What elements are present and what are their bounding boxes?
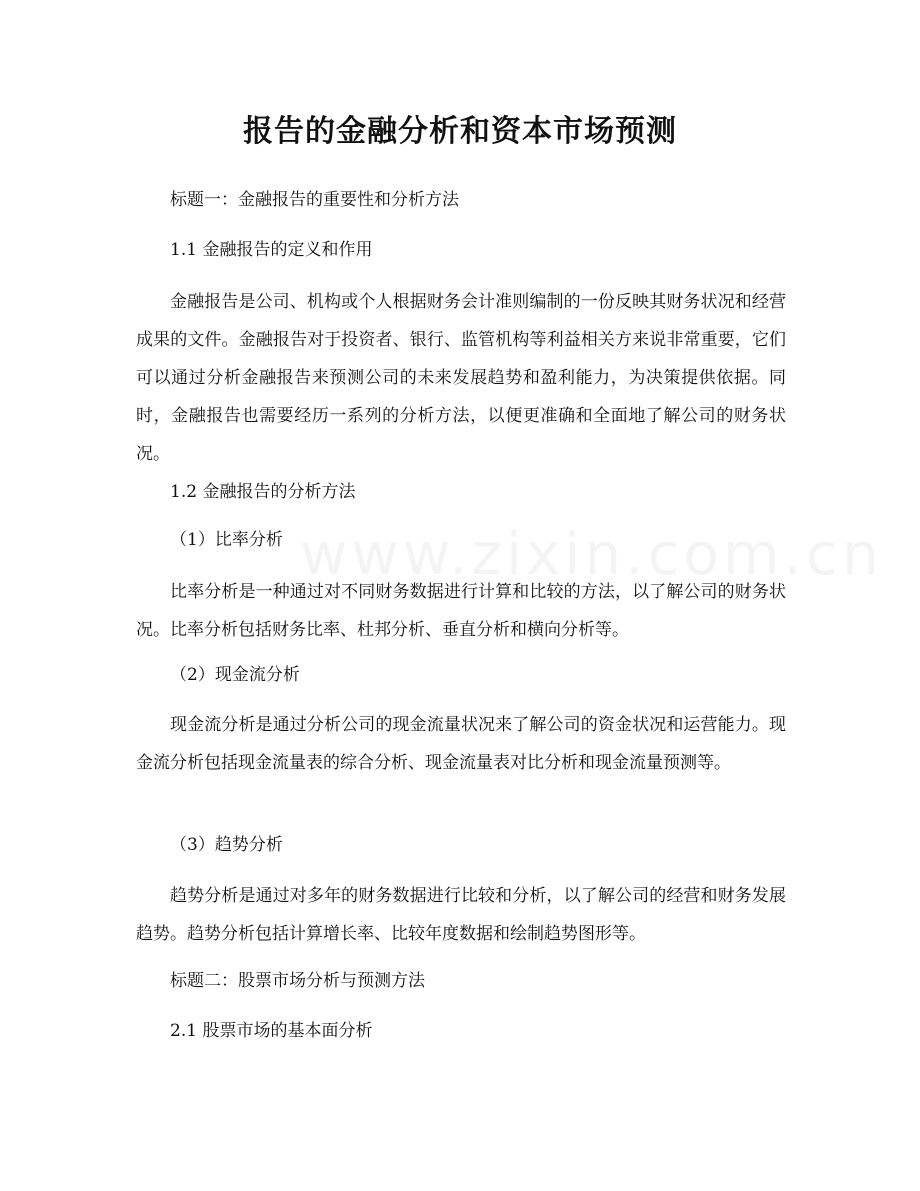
paragraph-trend-analysis: 趋势分析是通过对多年的财务数据进行比较和分析，以了解公司的经营和财务发展趋势。趋势分析包括计算增长率、比较年度数据和绘制趋势图形等。 bbox=[136, 886, 786, 944]
paragraph-cash-flow-analysis: 现金流分析是通过分析公司的现金流量状况来了解公司的资金状况和运营能力。现金流分析包括现金流量表的综合分析、现金流量表对比分析和现金流量预测等。 bbox=[136, 715, 786, 773]
section-heading-1: 标题一：金融报告的重要性和分析方法 bbox=[170, 190, 459, 210]
paragraph-1-1: 金融报告是公司、机构或个人根据财务会计准则编制的一份反映其财务状况和经营成果的文件。金融报告对于投资者、银行、监管机构等利益相关方来说非常重要，它们可以通过分析金融报告来预测公司的未来发展趋势和盈利能力，为决策提供依据。同时，金融报告也需要经历一系列的分析方法，以便更准确和全面地了解公司的财务状况。 bbox=[136, 292, 786, 464]
subsection-2-1: 2.1 股票市场的基本面分析 bbox=[170, 1021, 373, 1041]
subsection-1-2: 1.2 金融报告的分析方法 bbox=[170, 482, 356, 502]
list-item-ratio-analysis: （1）比率分析 bbox=[170, 530, 283, 550]
document-title: 报告的金融分析和资本市场预测 bbox=[243, 114, 677, 149]
list-item-trend-analysis: （3）趋势分析 bbox=[170, 835, 283, 855]
list-item-cash-flow-analysis: （2）现金流分析 bbox=[170, 665, 300, 685]
paragraph-ratio-analysis: 比率分析是一种通过对不同财务数据进行计算和比较的方法，以了解公司的财务状况。比率分析包括财务比率、杜邦分析、垂直分析和横向分析等。 bbox=[136, 582, 786, 640]
subsection-1-1: 1.1 金融报告的定义和作用 bbox=[170, 240, 373, 260]
section-heading-2: 标题二：股票市场分析与预测方法 bbox=[170, 971, 425, 991]
